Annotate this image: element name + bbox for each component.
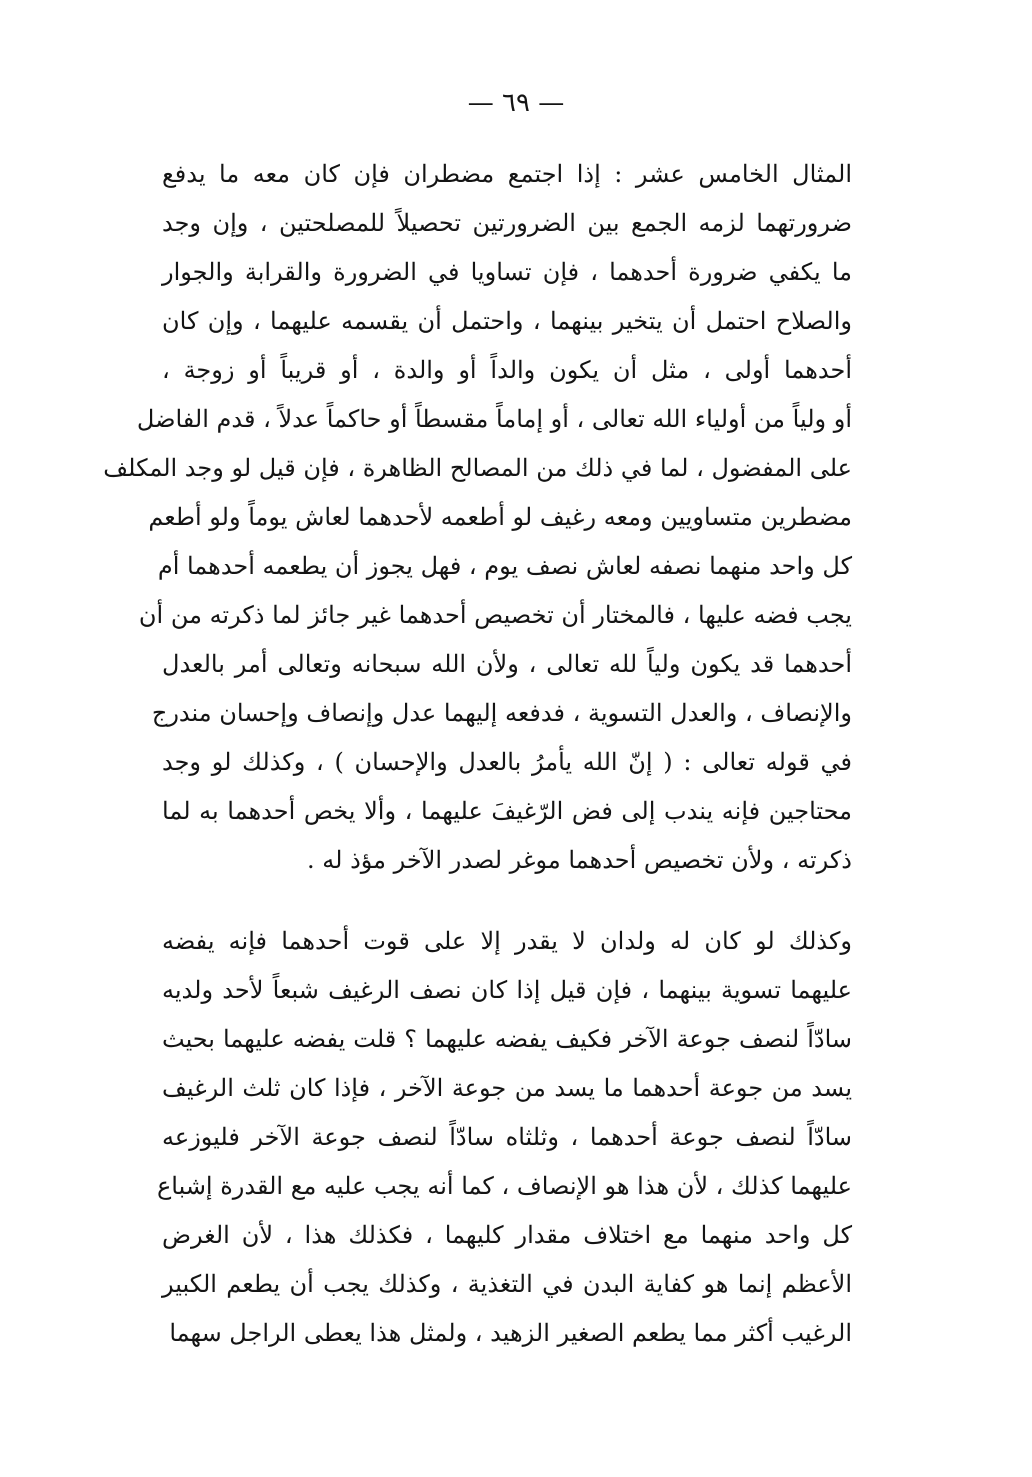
text-line: سادّاً لنصف جوعة أحدهما ، وثلثاه سادّاً لنصف جوعة الآخر فليوزعه <box>162 1123 852 1151</box>
text-line: عليهما تسوية بينهما ، فإن قيل إذا كان نصف الرغيف شبعاً لأحد ولديه <box>162 976 852 1004</box>
text-line: سادّاً لنصف جوعة الآخر فكيف يفضه عليهما ؟ قلت يفضه عليهما بحيث <box>162 1025 852 1053</box>
text-line: يسد من جوعة أحدهما ما يسد من جوعة الآخر ، فإذا كان ثلث الرغيف <box>162 1074 852 1102</box>
text-line: محتاجين فإنه يندب إلى فض الرّغيفَ عليهما ، وألا يخص أحدهما به لما <box>162 797 852 825</box>
text-line: كل واحد منهما نصفه لعاش نصف يوم ، فهل يجوز أن يطعمه أحدهما أم <box>157 552 852 580</box>
text-line: أو ولياً من أولياء الله تعالى ، أو إماماً مقسطاً أو حاكماً عدلاً ، قدم الفاضل <box>136 405 852 433</box>
text-line: أحدهما قد يكون ولياً لله تعالى ، ولأن الله سبحانه وتعالى أمر بالعدل <box>162 650 852 678</box>
paragraph <box>156 917 852 1358</box>
text-line: الأعظم إنما هو كفاية البدن في التغذية ، وكذلك يجب أن يطعم الكبير <box>162 1270 852 1298</box>
text-line: وكذلك لو كان له ولدان لا يقدر إلا على قوت أحدهما فإنه يفضه <box>162 927 852 955</box>
text-line: يجب فضه عليها ، فالمختار أن تخصيص أحدهما غير جائز لما ذكرته من أن <box>138 601 852 629</box>
text-line: عليهما كذلك ، لأن هذا هو الإنصاف ، كما أنه يجب عليه مع القدرة إشباع <box>156 1172 852 1200</box>
text-line: والصلاح احتمل أن يتخير بينهما ، واحتمل أن يقسمه عليهما ، وإن كان <box>162 307 852 335</box>
text-line: ما يكفي ضرورة أحدهما ، فإن تساويا في الضرورة والقرابة والجوار <box>162 258 852 286</box>
text-line: المثال الخامس عشر : إذا اجتمع مضطران فإن كان معه ما يدفع <box>162 160 852 188</box>
paragraph <box>103 150 852 885</box>
text-line: ضرورتهما لزمه الجمع بين الضرورتين تحصيلاً للمصلحتين ، وإن وجد <box>162 209 852 237</box>
text-line: والإنصاف ، والعدل التسوية ، فدفعه إليهما عدل وإنصاف وإحسان مندرج <box>151 699 852 727</box>
text-line: الرغيب أكثر مما يطعم الصغير الزهيد ، ولمثل هذا يعطى الراجل سهما <box>169 1319 852 1347</box>
text-line: على المفضول ، لما في ذلك من المصالح الظاهرة ، فإن قيل لو وجد المكلف <box>103 454 852 482</box>
text-line: ذكرته ، ولأن تخصيص أحدهما موغر لصدر الآخر مؤذ له . <box>307 846 852 874</box>
text-line: أحدهما أولى ، مثل أن يكون والداً أو والدة ، أو قريباً أو زوجة ، <box>162 356 852 384</box>
text-line: في قوله تعالى : ( إنّ الله يأمرُ بالعدل والإحسان ) ، وكذلك لو وجد <box>162 748 852 776</box>
page-number: — ٦٩ — <box>467 88 565 118</box>
text-line: كل واحد منهما مع اختلاف مقدار كليهما ، فكذلك هذا ، لأن الغرض <box>162 1221 852 1249</box>
text-line: مضطرين متساويين ومعه رغيف لو أطعمه لأحدهما لعاش يوماً ولو أطعم <box>148 503 852 531</box>
